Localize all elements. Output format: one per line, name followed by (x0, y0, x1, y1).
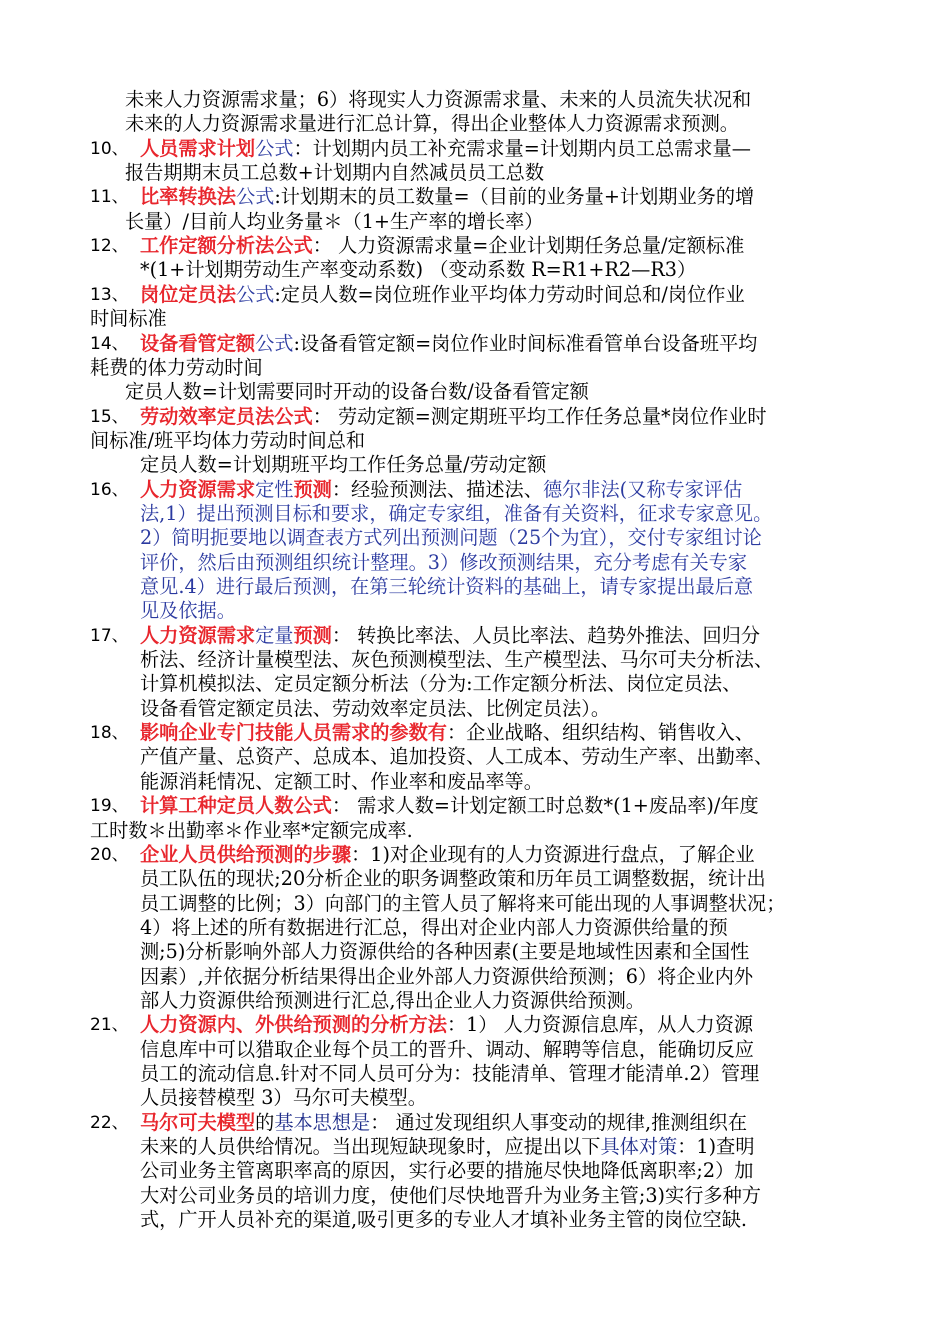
colored-text: 定性 (255, 477, 294, 501)
colored-text: 德尔非法(又称专家评估 (542, 477, 743, 501)
line-text (125, 380, 589, 404)
line-text (140, 1184, 761, 1208)
body-text: 未来人力资源需求量；6）将现实人力资源需求量、未来的人员流失状况和 (125, 88, 752, 111)
text-line (0, 965, 950, 989)
colored-text: 2）简明扼要地以调查表方式列出预测问题（25个为宜），交付专家组讨论 (140, 526, 762, 550)
text-line (0, 770, 950, 794)
text-line (0, 210, 950, 234)
text-line (0, 1013, 950, 1037)
body-text: 员工调整的比例；3）向部门的主管人员了解将来可能出现的人事调整状况； (140, 891, 786, 915)
line-text (140, 965, 753, 989)
body-text: 时间标准 (90, 307, 167, 331)
line-text (125, 88, 751, 112)
body-text: 员工的流动信息.针对不同人员可分为：技能清单、管理才能清单.2）管理 (140, 1062, 760, 1085)
body-text: 间标准/班平均体力劳动时间总和 (90, 428, 366, 452)
line-text (90, 819, 413, 843)
text-line (0, 332, 950, 356)
highlight-term: 人力资源需求 (140, 477, 256, 501)
text-line (0, 526, 950, 550)
text-line (0, 551, 950, 575)
colored-text: 公式 (235, 282, 275, 306)
body-text: 能源消耗情况、定额工时、作业率和废品率等。 (140, 769, 543, 793)
line-text (140, 575, 753, 599)
text-line (0, 672, 950, 696)
line-text (140, 1135, 755, 1159)
highlight-term: 人力资源内、外供给预测的分析方法 (140, 1013, 447, 1037)
line-text (140, 624, 760, 648)
line-text (140, 1111, 747, 1135)
text-line (0, 453, 950, 477)
line-text (140, 1086, 427, 1110)
line-text (140, 843, 755, 867)
line-text (140, 989, 645, 1013)
item-number: 15、 (90, 406, 129, 427)
line-text (140, 1013, 753, 1037)
text-line (0, 843, 950, 867)
body-text: ：1)查明 (677, 1135, 755, 1159)
text-line (0, 721, 950, 745)
text-line (0, 1062, 950, 1086)
text-line (0, 892, 950, 916)
line-text (140, 1159, 753, 1183)
line-text (90, 307, 167, 331)
highlight-term: 预测 (293, 623, 332, 647)
highlight-term: 设备看管定额 (140, 331, 256, 355)
text-line (0, 307, 950, 331)
line-text (140, 745, 773, 769)
body-text: 析法、经济计量模型法、灰色预测模型法、生产模型法、马尔可夫分析法、 (140, 648, 774, 672)
line-text (140, 526, 762, 550)
body-text: 大对公司业务员的培训力度，使他们尽快地晋升为业务主管;3)实行多种方 (140, 1183, 761, 1207)
colored-text: 定量 (255, 623, 294, 647)
item-number: 16、 (90, 479, 129, 500)
body-text: 部人力资源供给预测进行汇总,得出企业人力资源供给预测。 (140, 988, 645, 1012)
line-text (140, 453, 546, 477)
body-text: ：企业战略、组织结构、销售收入、 (447, 721, 754, 745)
body-text: 公司业务主管离职率高的原因，实行必要的措施尽快地降低离职率;2）加 (140, 1159, 754, 1183)
text-line (0, 624, 950, 648)
line-text (140, 332, 757, 356)
line-text (140, 283, 745, 307)
body-text: ：经验预测法、描述法、 (331, 477, 543, 501)
body-text: 测;5)分析影响外部人力资源供给的各种因素(主要是地域性因素和全国性 (140, 940, 750, 964)
line-text (90, 429, 365, 453)
body-text: 长量）/目前人均业务量＊（1+生产率的增长率） (125, 209, 544, 233)
line-text (140, 892, 785, 916)
text-line (0, 161, 950, 185)
text-line (0, 1159, 950, 1183)
text-line (0, 380, 950, 404)
colored-text: 见及依据。 (140, 599, 236, 623)
line-text (140, 1062, 759, 1086)
text-line (0, 478, 950, 502)
item-number: 21、 (90, 1015, 129, 1036)
text-line (0, 1135, 950, 1159)
body-text: :计划期末的员工数量=（目前的业务量+计划期业务的增 (274, 185, 755, 209)
line-text (140, 770, 543, 794)
body-text: *(1+计划期劳动生产率变动系数) （变动系数 R=R1+R2—R3） (140, 258, 697, 282)
text-line (0, 794, 950, 818)
highlight-term: 预测 (293, 477, 332, 501)
body-text: ：1)对企业现有的人力资源进行盘点，了解企业 (351, 842, 755, 866)
line-text (140, 672, 741, 696)
body-text: 式，广开人员补充的渠道,吸引更多的专业人才填补业务主管的岗位空缺. (140, 1208, 748, 1232)
body-text: ： 劳动定额=测定期班平均工作任务总量*岗位作业时 (312, 404, 767, 428)
text-line (0, 1184, 950, 1208)
item-number: 11、 (90, 187, 129, 208)
text-line (0, 940, 950, 964)
line-text (140, 697, 610, 721)
body-text: ： 转换比率法、人员比率法、趋势外推法、回归分 (331, 623, 761, 647)
colored-text: 意见.4）进行最后预测，在第三轮统计资料的基础上，请专家提出最后意 (140, 575, 754, 598)
item-number: 19、 (90, 796, 129, 817)
text-line (0, 867, 950, 891)
text-line (0, 1208, 950, 1232)
body-text: 未来的人员供给情况。当出现短缺现象时，应提出以下 (140, 1135, 601, 1159)
colored-text: 评价，然后由预测组织统计整理。3）修改预测结果，充分考虑有关专家 (140, 550, 748, 574)
text-line (0, 1038, 950, 1062)
line-text (140, 137, 751, 161)
body-text: 计算机模拟法、定员定额分析法（分为:工作定额分析法、岗位定员法、 (140, 672, 742, 696)
text-line (0, 234, 950, 258)
text-line (0, 745, 950, 769)
body-text: ：1） 人力资源信息库，从人力资源 (447, 1013, 754, 1037)
highlight-term: 计算工种定员人数公式 (140, 794, 332, 818)
body-text: 产值产量、总资产、总成本、追加投资、人工成本、劳动生产率、出勤率、 (140, 745, 774, 769)
colored-text: 公式 (235, 185, 275, 209)
text-line (0, 1111, 950, 1135)
item-number: 18、 (90, 723, 129, 744)
highlight-term: 马尔可夫模型 (140, 1110, 256, 1134)
text-line (0, 405, 950, 429)
line-text (90, 356, 263, 380)
line-text (140, 721, 754, 745)
body-text: 人员接替模型 3）马尔可夫模型。 (140, 1086, 427, 1110)
text-line (0, 112, 950, 136)
colored-text: 公式 (255, 136, 294, 160)
text-line (0, 356, 950, 380)
highlight-term: 人力资源需求 (140, 623, 256, 647)
text-line (0, 88, 950, 112)
text-line (0, 575, 950, 599)
item-number: 10、 (90, 138, 129, 159)
body-text: 因素）,并依据分析结果得出企业外部人力资源供给预测；6）将企业内外 (140, 964, 754, 988)
text-line (0, 819, 950, 843)
body-text: ： 需求人数=计划定额工时总数*(1+废品率)/年度 (331, 794, 759, 818)
text-line (0, 599, 950, 623)
text-line (0, 502, 950, 526)
body-text: 工时数＊出勤率＊作业率*定额完成率. (90, 818, 413, 842)
line-text (140, 648, 773, 672)
item-number: 17、 (90, 625, 129, 646)
body-text: 员工队伍的现状;20分析企业的职务调整政策和历年员工调整数据，统计出 (140, 867, 766, 891)
item-number: 13、 (90, 284, 129, 305)
colored-text: 公式 (255, 331, 294, 355)
body-text: 的 (255, 1110, 275, 1134)
body-text: ： 人力资源需求量=企业计划期任务总量/定额标准 (312, 234, 745, 258)
line-text (140, 258, 696, 282)
highlight-term: 企业人员供给预测的步骤 (140, 842, 352, 866)
colored-text: 法,1）提出预测目标和要求，确定专家组，准备有关资料，征求专家意见。 (140, 501, 773, 525)
highlight-term: 岗位定员法 (140, 282, 236, 306)
item-number: 12、 (90, 236, 129, 257)
body-text: 定员人数=计划需要同时开动的设备台数/设备看管定额 (125, 380, 589, 404)
text-line (0, 648, 950, 672)
line-text (140, 1208, 747, 1232)
text-line (0, 697, 950, 721)
line-text (140, 867, 766, 891)
item-number: 14、 (90, 333, 129, 354)
text-line (0, 258, 950, 282)
line-text (140, 940, 749, 964)
line-text (140, 1038, 754, 1062)
highlight-term: 人员需求计划 (140, 136, 256, 160)
colored-text: 具体对策 (600, 1135, 678, 1159)
body-text: :设备看管定额=岗位作业时间标准看管单台设备班平均 (293, 331, 758, 355)
text-line (0, 989, 950, 1013)
text-line (0, 1086, 950, 1110)
highlight-term: 劳动效率定员法公式 (140, 404, 313, 428)
body-text: 未来的人力资源需求量进行汇总计算，得出企业整体人力资源需求预测。 (125, 112, 739, 136)
line-text (125, 210, 544, 234)
highlight-term: 工作定额分析法公式 (140, 234, 313, 258)
highlight-term: 影响企业专门技能人员需求的参数有 (140, 721, 447, 745)
line-text (140, 234, 744, 258)
text-line (0, 283, 950, 307)
text-line (0, 916, 950, 940)
body-text: 设备看管定额定员法、劳动效率定员法、比例定员法）。 (140, 696, 611, 720)
line-text (125, 161, 544, 185)
body-text: 耗费的体力劳动时间 (90, 355, 263, 379)
text-line (0, 137, 950, 161)
body-text: 报告期期末员工总数+计划期内自然减员员工总数 (125, 161, 545, 185)
line-text (140, 502, 772, 526)
text-line (0, 429, 950, 453)
line-text (140, 551, 747, 575)
body-text: ：计划期内员工补充需求量=计划期内员工总需求量— (293, 136, 751, 160)
line-text (140, 405, 767, 429)
line-text (140, 794, 759, 818)
line-text (140, 916, 728, 940)
item-number: 20、 (90, 844, 129, 865)
colored-text: 基本思想是 (274, 1110, 371, 1134)
body-text: 4）将上述的所有数据进行汇总，得出对企业内部人力资源供给量的预 (140, 915, 728, 939)
body-text: 信息库中可以猎取企业每个员工的晋升、调动、解聘等信息，能确切反应 (140, 1037, 754, 1061)
highlight-term: 比率转换法 (140, 185, 236, 209)
line-text (125, 112, 739, 136)
line-text (140, 185, 754, 209)
body-text: 定员人数=计划期班平均工作任务总量/劳动定额 (140, 453, 547, 477)
body-text: ： 通过发现组织人事变动的规律,推测组织在 (370, 1110, 748, 1134)
line-text (140, 478, 742, 502)
item-number: 22、 (90, 1112, 129, 1133)
text-line (0, 185, 950, 209)
line-text (140, 599, 236, 623)
body-text: :定员人数=岗位班作业平均体力劳动时间总和/岗位作业 (274, 282, 745, 306)
